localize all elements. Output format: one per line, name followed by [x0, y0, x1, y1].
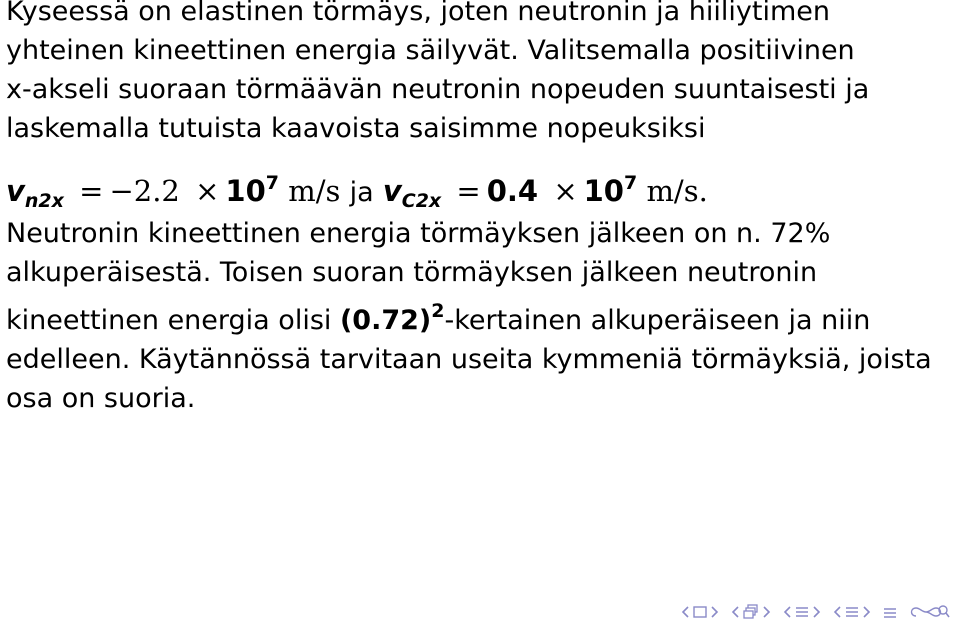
inline-exponent: 2	[431, 300, 445, 322]
power-exponent: 7	[623, 172, 638, 194]
nav-prev-doc-icon[interactable]	[832, 605, 844, 619]
text-line: Neutronin kineettinen energia törmäyksen jälkeen on n. 72%	[6, 218, 831, 249]
search-nav-group	[908, 604, 950, 620]
paragraph-intro	[6, 0, 869, 148]
nav-search-icon[interactable]	[908, 604, 950, 620]
variable-v-n2x: $v_{n2x}$	[6, 174, 64, 212]
text-line: Kyseessä on elastinen törmäys, joten neutronin ja hiiliytimen	[6, 0, 831, 27]
text-line: alkuperäisestä. Toisen suoran törmäyksen jälkeen neutronin	[6, 257, 818, 288]
subsection-nav-group	[730, 604, 772, 620]
power-base: 10	[225, 174, 266, 208]
value-n2x: −2.2	[109, 174, 180, 208]
text-line: yhteinen kineettinen energia säilyvät. Valitsemalla positiivinen	[6, 35, 855, 66]
velocity-equation	[6, 164, 708, 221]
doc-nav-group	[832, 605, 872, 619]
beamer-navigation-bar	[670, 603, 950, 621]
times-sign: ×	[195, 174, 220, 208]
nav-subsection-icon[interactable]	[742, 604, 760, 620]
times-sign: ×	[553, 174, 578, 208]
unit-ms: m/s	[288, 174, 341, 208]
nav-frame-icon[interactable]	[692, 605, 708, 619]
text-line	[6, 292, 932, 340]
variable-v-c2x: $v_{C2x}$	[382, 174, 442, 212]
nav-section-icon[interactable]	[794, 605, 810, 619]
power-exponent: 7	[265, 172, 279, 194]
unit-ms: m/s.	[646, 174, 708, 208]
nav-doc-icon[interactable]	[844, 605, 860, 619]
text-line: x-akseli suoraan törmäävän neutronin nopeuden suuntaisesti ja	[6, 74, 870, 105]
nav-prev-frame-icon[interactable]	[680, 605, 692, 619]
section-nav-group	[782, 605, 822, 619]
power-base: 10	[583, 174, 624, 208]
frame-nav-group	[680, 605, 720, 619]
value-c2x: 0.4	[486, 174, 539, 208]
text-line: laskemalla tutuista kaavoista saisimme nopeuksiksi	[6, 113, 706, 144]
nav-next-subsection-icon[interactable]	[760, 605, 772, 619]
text-segment: kineettinen energia olisi	[6, 305, 340, 336]
paragraph-conclusion	[6, 214, 932, 418]
nav-prev-section-icon[interactable]	[782, 605, 794, 619]
nav-align-icon[interactable]	[882, 605, 898, 619]
conjunction: ja	[349, 177, 374, 208]
nav-prev-subsection-icon[interactable]	[730, 605, 742, 619]
text-line: edelleen. Käytännössä tarvitaan useita kymmeniä törmäyksiä, joista	[6, 344, 932, 375]
text-segment: -kertainen alkuperäiseen ja niin	[444, 305, 871, 336]
equals-sign: =	[456, 174, 481, 208]
nav-next-section-icon[interactable]	[810, 605, 822, 619]
align-nav-group	[882, 605, 898, 619]
nav-next-doc-icon[interactable]	[860, 605, 872, 619]
nav-next-frame-icon[interactable]	[708, 605, 720, 619]
equals-sign: =	[79, 174, 104, 208]
inline-expression: (0.72)	[339, 305, 432, 336]
text-line: osa on suoria.	[6, 383, 196, 414]
